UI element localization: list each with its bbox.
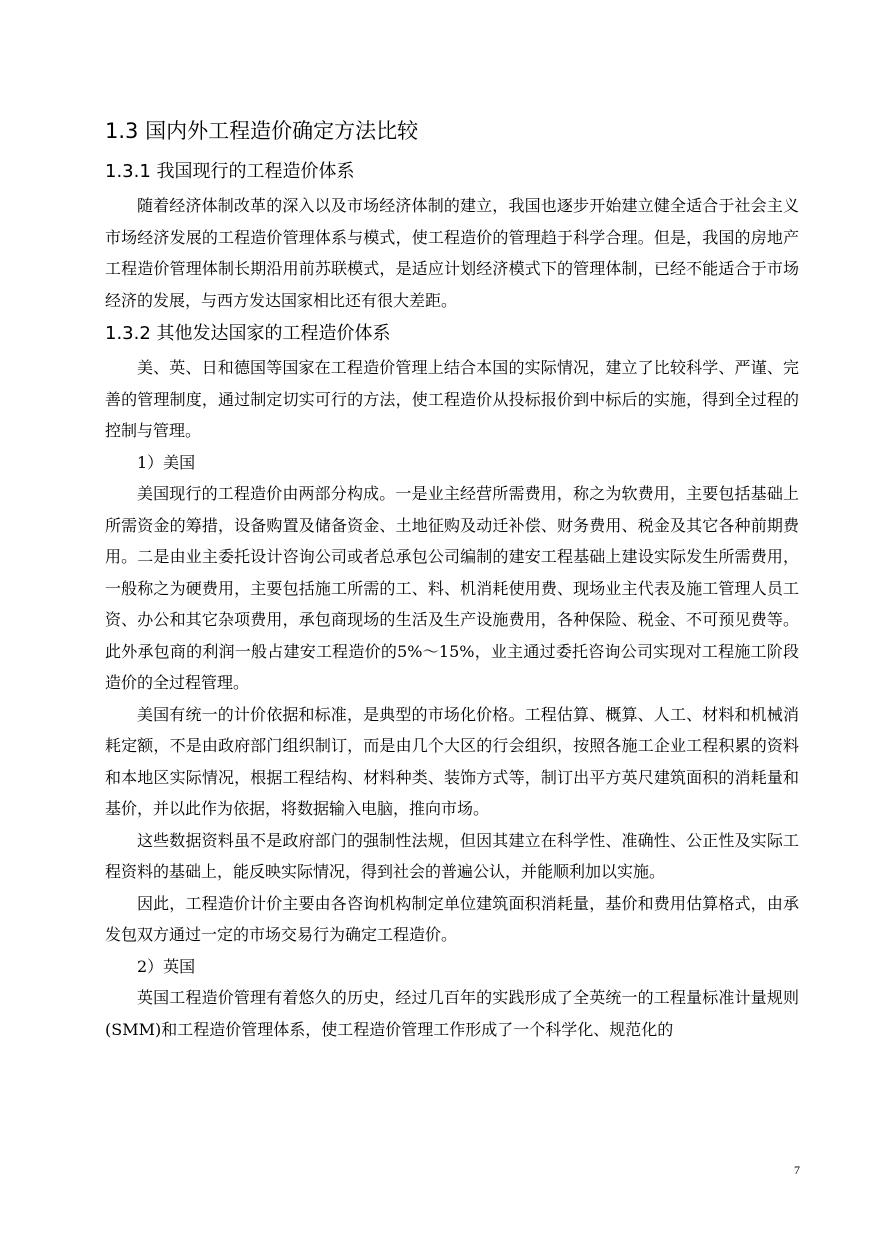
paragraph: 美国现行的工程造价由两部分构成。一是业主经营所需费用，称之为软费用，主要包括基础上所需资金的筹措，设备购置及储备资金、土地征购及动迁补偿、财务费用、税金及其它各种前期费用。二是由业主委托设计咨询公司或者总承包公司编制的建安工程基础上建设实际发生所需费用，一般称之为硬费用，主要包括施工所需的工、料、机消耗使用费、现场业主代表及施工管理人员工资、办公和其它杂项费用，承包商现场的生活及生产设施费用，各种保险、税金、不可预见费等。此外承包商的利润一般占建安工程造价的5%～15%，业主通过委托咨询公司实现对工程施工阶段造价的全过程管理。: [105, 484, 799, 692]
paragraph: 英国工程造价管理有着悠久的历史，经过几百年的实践形成了全英统一的工程量标准计量规则(SMM)和工程造价管理体系，使工程造价管理工作形成了一个科学化、规范化的: [105, 988, 799, 1039]
list-label-usa: 1）美国: [137, 452, 196, 472]
subsection-heading-1: 1.3.1 我国现行的工程造价体系: [105, 161, 355, 182]
paragraph: 因此，工程造价计价主要由各咨询机构制定单位建筑面积消耗量，基价和费用估算格式，由承发包双方通过一定的市场交易行为确定工程造价。: [105, 893, 799, 944]
paragraph: 美、英、日和德国等国家在工程造价管理上结合本国的实际情况，建立了比较科学、严谨、完善的管理制度，通过制定切实可行的方法，使工程造价从投标报价到中标后的实施，得到全过程的控制与管理。: [105, 358, 799, 440]
paragraph: 随着经济体制改革的深入以及市场经济体制的建立，我国也逐步开始建立健全适合于社会主义市场经济发展的工程造价管理体系与模式，使工程造价的管理趋于科学合理。但是，我国的房地产工程造价管理体制长期沿用前苏联模式，是适应计划经济模式下的管理体制，已经不能适合于市场经济的发展，与西方发达国家相比还有很大差距。: [105, 196, 799, 310]
subsection-heading-2: 1.3.2 其他发达国家的工程造价体系: [105, 323, 391, 344]
page-body: [105, 112, 799, 1045]
section-heading: 1.3 国内外工程造价确定方法比较: [105, 119, 419, 143]
paragraph: 这些数据资料虽不是政府部门的强制性法规，但因其建立在科学性、准确性、公正性及实际工程资料的基础上，能反映实际情况，得到社会的普遍公认，并能顺利加以实施。: [105, 830, 799, 881]
page-number: 7: [794, 1163, 800, 1177]
paragraph: 美国有统一的计价依据和标准，是典型的市场化价格。工程估算、概算、人工、材料和机械消耗定额，不是由政府部门组织制订，而是由几个大区的行会组织，按照各施工企业工程积累的资料和本地区实际情况，根据工程结构、材料种类、装饰方式等，制订出平方英尺建筑面积的消耗量和基价，并以此作为依据，将数据输入电脑，推向市场。: [105, 704, 799, 818]
list-label-uk: 2）英国: [137, 956, 196, 976]
